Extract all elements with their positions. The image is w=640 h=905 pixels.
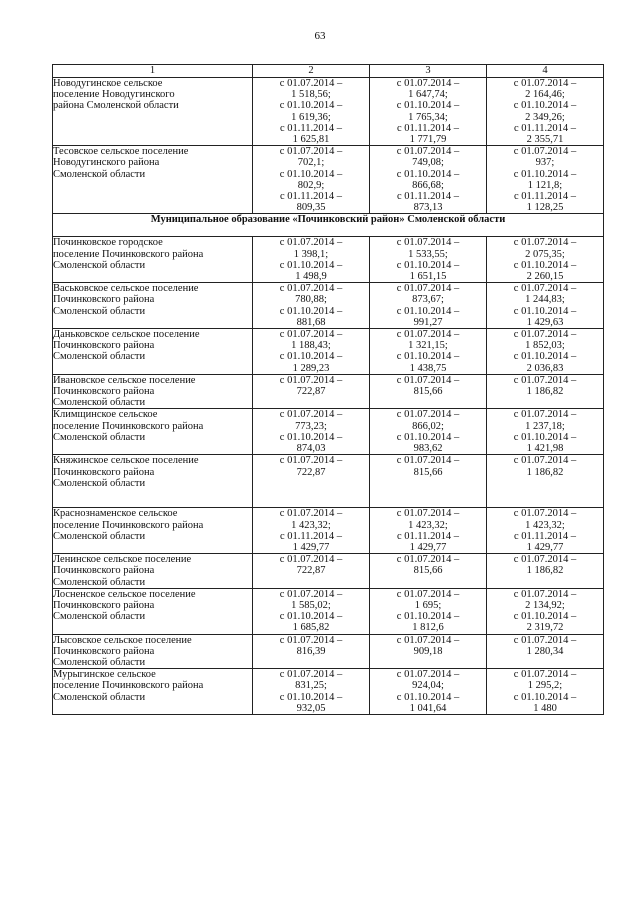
value-line: 1 423,32; [408, 519, 448, 531]
value-line: 722,87 [296, 565, 326, 577]
settlement-name-line: Починковского района [53, 386, 155, 398]
value-line: 749,08; [412, 157, 444, 169]
value-line: 2 036,83 [526, 362, 564, 374]
value-line: с 01.11.2014 – [513, 530, 577, 542]
settlement-name-cell [53, 283, 253, 329]
value-line: с 01.10.2014 – [513, 305, 577, 317]
value-line: 1 429,77 [526, 541, 564, 553]
settlement-name-line: Новодугинское сельское [53, 78, 163, 89]
value-line: с 01.07.2014 – [279, 554, 343, 566]
value-line: 1 429,63 [526, 316, 564, 328]
settlement-name-line: поселение Новодугинского [53, 89, 175, 101]
value-line: с 01.10.2014 – [513, 691, 577, 703]
column-header-2: 2 [253, 65, 370, 78]
value-cell-col-4 [487, 146, 604, 214]
value-line: с 01.07.2014 – [513, 508, 577, 520]
settlement-name-line: Починковского района [53, 294, 155, 306]
value-line: с 01.10.2014 – [513, 168, 577, 180]
table-row [53, 409, 604, 455]
settlement-name-cell [53, 409, 253, 455]
value-line: 991,27 [413, 316, 443, 328]
value-line: с 01.10.2014 – [396, 351, 460, 363]
value-line: с 01.07.2014 – [513, 554, 577, 566]
value-cell-col-4 [487, 374, 604, 409]
value-line: 2 134,92; [525, 599, 565, 611]
value-line: 1 041,64 [409, 702, 447, 714]
value-line: с 01.10.2014 – [396, 305, 460, 317]
settlement-name-line: Лосненское сельское поселение [53, 588, 196, 600]
table-row [53, 146, 604, 214]
value-cell-col-4 [487, 283, 604, 329]
value-line: 881,68 [296, 316, 326, 328]
value-cell-col-4 [487, 237, 604, 283]
value-line: с 01.10.2014 – [279, 100, 343, 112]
settlement-name-line: Починковского района [53, 565, 155, 577]
value-cell-col-4 [487, 634, 604, 669]
value-cell-col-3 [370, 146, 487, 214]
value-line: с 01.07.2014 – [279, 409, 343, 421]
value-line: с 01.11.2014 – [396, 530, 460, 542]
value-line: с 01.07.2014 – [513, 237, 577, 249]
settlement-name-cell [53, 329, 253, 375]
table-row [53, 78, 604, 146]
value-line: с 01.07.2014 – [279, 669, 343, 681]
value-line: 1 421,98 [526, 443, 564, 455]
settlement-name-cell [53, 554, 253, 589]
value-cell-col-2 [253, 237, 370, 283]
value-cell-col-2 [253, 588, 370, 634]
settlement-name-line: Васьковское сельское поселение [53, 283, 199, 295]
value-line: с 01.07.2014 – [396, 329, 460, 341]
value-cell-col-3 [370, 508, 487, 554]
value-cell-col-2 [253, 669, 370, 715]
value-line: с 01.07.2014 – [396, 669, 460, 681]
value-line: 1 423,32; [525, 519, 565, 531]
value-line: 802,9; [297, 179, 325, 191]
table-row [53, 283, 604, 329]
value-line: 2 260,15 [526, 271, 564, 283]
value-line: 983,62 [413, 443, 443, 455]
value-line: 1 295,2; [527, 680, 563, 692]
value-line: 866,68; [412, 179, 444, 191]
table-row [53, 374, 604, 409]
value-line: с 01.07.2014 – [279, 146, 343, 158]
value-line: 1 280,34 [526, 645, 564, 657]
table-row [53, 508, 604, 554]
table-row [53, 237, 604, 283]
value-line: с 01.07.2014 – [513, 329, 577, 341]
settlement-name-cell [53, 508, 253, 554]
value-cell-col-3 [370, 409, 487, 455]
settlement-name-line: Починковского района [53, 340, 155, 352]
value-line: с 01.10.2014 – [513, 351, 577, 363]
value-line: 1 685,82 [292, 622, 330, 634]
value-line: 702,1; [297, 157, 325, 169]
value-line: 1 812,6 [412, 622, 444, 634]
value-line: 1 625,81 [292, 134, 330, 146]
settlement-name-line: Починковское городское [53, 237, 163, 249]
value-line: 831,25; [295, 680, 327, 692]
value-line: 874,03 [296, 443, 326, 455]
settlement-name-cell [53, 634, 253, 669]
value-line: с 01.07.2014 – [396, 554, 460, 566]
value-cell-col-3 [370, 78, 487, 146]
value-line: с 01.07.2014 – [396, 455, 460, 467]
settlement-name-cell [53, 669, 253, 715]
value-line: с 01.10.2014 – [279, 611, 343, 623]
value-line: 873,67; [412, 294, 444, 306]
value-cell-col-2 [253, 455, 370, 508]
value-cell-col-4 [487, 669, 604, 715]
settlement-name-line: Тесовское сельское поселение [53, 146, 189, 158]
value-line: с 01.07.2014 – [396, 508, 460, 520]
value-line: 1 121,8; [527, 179, 563, 191]
value-line: с 01.10.2014 – [513, 431, 577, 443]
page-number: 63 [314, 30, 326, 42]
value-line: с 01.10.2014 – [396, 691, 460, 703]
value-cell-col-3 [370, 329, 487, 375]
settlement-name-line: Смоленской области [53, 168, 146, 180]
table-row [53, 634, 604, 669]
value-line: с 01.07.2014 – [513, 634, 577, 646]
value-line: 937; [535, 157, 555, 169]
value-line: с 01.11.2014 – [279, 191, 343, 203]
table-row [53, 455, 604, 508]
value-line: 924,04; [412, 680, 444, 692]
value-line: с 01.07.2014 – [513, 669, 577, 681]
value-line: с 01.07.2014 – [279, 283, 343, 295]
value-line: с 01.07.2014 – [396, 374, 460, 386]
value-line: с 01.10.2014 – [396, 259, 460, 271]
settlement-name-cell [53, 146, 253, 214]
value-line: 722,87 [296, 466, 326, 478]
value-cell-col-3 [370, 237, 487, 283]
value-cell-col-2 [253, 329, 370, 375]
settlement-name-line: Смоленской области [53, 611, 146, 623]
settlement-name-cell [53, 237, 253, 283]
settlement-name-line: поселение Починковского района [53, 519, 204, 531]
tariff-table [52, 64, 604, 715]
settlement-name-line: Краснознаменское сельское [53, 508, 178, 520]
value-cell-col-3 [370, 374, 487, 409]
settlement-name-line: поселение Починковского района [53, 248, 204, 260]
value-line: 1 585,02; [291, 599, 331, 611]
value-line: с 01.10.2014 – [396, 611, 460, 623]
settlement-name-line: Смоленской области [53, 397, 146, 409]
value-line: с 01.07.2014 – [279, 588, 343, 600]
value-line: 909,18 [413, 645, 443, 657]
value-line: с 01.07.2014 – [396, 283, 460, 295]
value-line: 2 319,72 [526, 622, 564, 634]
value-line: 815,66 [413, 466, 443, 478]
settlement-name-line: района Смоленской области [53, 100, 179, 112]
value-line: 1 128,25 [526, 202, 564, 214]
value-line: 1 289,23 [292, 362, 330, 374]
settlement-name-cell [53, 374, 253, 409]
value-cell-col-4 [487, 588, 604, 634]
settlement-name-line: Мурыгинское сельское [53, 669, 156, 681]
value-line: с 01.07.2014 – [396, 146, 460, 158]
value-line: с 01.10.2014 – [513, 611, 577, 623]
settlement-name-line: Климщинское сельское [53, 409, 158, 421]
value-line: 2 349,26; [525, 111, 565, 123]
value-line: 1 186,82 [526, 386, 564, 398]
value-line: с 01.07.2014 – [279, 329, 343, 341]
value-line: с 01.07.2014 – [513, 588, 577, 600]
value-line: с 01.11.2014 – [396, 122, 460, 134]
table-body [53, 78, 604, 715]
value-line: с 01.07.2014 – [279, 455, 343, 467]
value-cell-col-2 [253, 554, 370, 589]
value-line: 1 619,36; [291, 111, 331, 123]
value-line: 932,05 [296, 702, 326, 714]
settlement-name-line: Новодугинского района [53, 157, 160, 169]
value-line: с 01.07.2014 – [513, 409, 577, 421]
value-line: с 01.10.2014 – [279, 305, 343, 317]
value-line: 1 771,79 [409, 134, 447, 146]
value-line: с 01.10.2014 – [513, 100, 577, 112]
value-line: 1 518,56; [291, 89, 331, 101]
column-header-1: 1 [53, 65, 253, 78]
value-line: с 01.10.2014 – [396, 100, 460, 112]
value-line: с 01.10.2014 – [279, 431, 343, 443]
value-line: с 01.07.2014 – [396, 588, 460, 600]
settlement-name-line: Княжинское сельское поселение [53, 455, 199, 467]
value-line: с 01.10.2014 – [396, 431, 460, 443]
value-line: с 01.07.2014 – [279, 237, 343, 249]
value-cell-col-4 [487, 554, 604, 589]
value-line: с 01.07.2014 – [396, 634, 460, 646]
value-cell-col-4 [487, 455, 604, 508]
value-cell-col-3 [370, 588, 487, 634]
value-line: 1 186,82 [526, 565, 564, 577]
value-cell-col-4 [487, 409, 604, 455]
settlement-name-cell [53, 78, 253, 146]
value-line: с 01.10.2014 – [396, 168, 460, 180]
value-line: с 01.07.2014 – [279, 374, 343, 386]
settlement-name-line: Смоленской области [53, 259, 146, 271]
value-cell-col-3 [370, 554, 487, 589]
table-header [53, 65, 604, 78]
settlement-name-cell [53, 455, 253, 508]
value-cell-col-2 [253, 146, 370, 214]
value-line: с 01.11.2014 – [396, 191, 460, 203]
value-line: 722,87 [296, 386, 326, 398]
settlement-name-line: Смоленской области [53, 576, 146, 588]
value-line: 815,66 [413, 386, 443, 398]
settlement-name-line: Даньковское сельское поселение [53, 329, 200, 341]
value-line: 1 188,43; [291, 340, 331, 352]
value-line: 1 244,83; [525, 294, 565, 306]
value-line: 1 438,75 [409, 362, 447, 374]
value-cell-col-2 [253, 409, 370, 455]
value-line: с 01.10.2014 – [279, 691, 343, 703]
value-line: с 01.07.2014 – [513, 374, 577, 386]
value-line: 2 164,46; [525, 89, 565, 101]
value-line: 1 429,77 [409, 541, 447, 553]
settlement-name-line: Смоленской области [53, 530, 146, 542]
value-line: 1 429,77 [292, 541, 330, 553]
settlement-name-line: поселение Починковского района [53, 420, 204, 432]
value-line: с 01.10.2014 – [279, 168, 343, 180]
value-line: с 01.11.2014 – [513, 122, 577, 134]
value-line: 1 480 [533, 702, 557, 714]
value-cell-col-2 [253, 508, 370, 554]
value-cell-col-3 [370, 455, 487, 508]
settlement-name-line: Починковского района [53, 599, 155, 611]
value-line: 816,39 [296, 645, 326, 657]
value-line: 815,66 [413, 565, 443, 577]
section-title: Муниципальное образование «Починковский район» Смоленской области [53, 214, 604, 237]
settlement-name-line: Смоленской области [53, 351, 146, 363]
value-line: с 01.07.2014 – [396, 78, 460, 89]
value-line: 780,88; [295, 294, 327, 306]
value-line: 1 498,9 [295, 271, 327, 283]
column-header-4: 4 [487, 65, 604, 78]
table-row [53, 669, 604, 715]
value-line: с 01.07.2014 – [513, 455, 577, 467]
value-line: с 01.07.2014 – [279, 78, 343, 89]
table-row [53, 329, 604, 375]
value-cell-col-2 [253, 283, 370, 329]
value-line: с 01.10.2014 – [279, 259, 343, 271]
value-line: 809,35 [296, 202, 326, 214]
settlement-name-line: Смоленской области [53, 431, 146, 443]
value-cell-col-3 [370, 669, 487, 715]
value-line: 2 355,71 [526, 134, 564, 146]
settlement-name-line: Ленинское сельское поселение [53, 554, 192, 566]
value-cell-col-2 [253, 374, 370, 409]
value-line: 1 765,34; [408, 111, 448, 123]
column-header-3: 3 [370, 65, 487, 78]
value-cell-col-4 [487, 78, 604, 146]
settlement-name-line: поселение Починковского района [53, 680, 204, 692]
value-line: 873,13 [413, 202, 443, 214]
value-line: 1 398,1; [293, 248, 329, 260]
section-row [53, 214, 604, 237]
value-line: с 01.10.2014 – [279, 351, 343, 363]
value-cell-col-2 [253, 634, 370, 669]
value-line: 1 651,15 [409, 271, 447, 283]
value-line: с 01.11.2014 – [513, 191, 577, 203]
value-line: с 01.07.2014 – [279, 634, 343, 646]
value-cell-col-4 [487, 508, 604, 554]
value-cell-col-2 [253, 78, 370, 146]
table-row [53, 554, 604, 589]
value-line: 1 852,03; [525, 340, 565, 352]
settlement-name-line: Ивановское сельское поселение [53, 374, 196, 386]
value-line: с 01.07.2014 – [279, 508, 343, 520]
settlement-name-line: Починковского района [53, 466, 155, 478]
value-line: с 01.07.2014 – [513, 283, 577, 295]
settlement-name-line: Смоленской области [53, 656, 146, 668]
value-line: 1 533,55; [408, 248, 448, 260]
value-cell-col-4 [487, 329, 604, 375]
value-line: 1 423,32; [291, 519, 331, 531]
value-line: 1 237,18; [525, 420, 565, 432]
value-line: 1 695; [414, 599, 442, 611]
settlement-name-line: Смоленской области [53, 305, 146, 317]
value-line: с 01.07.2014 – [513, 78, 577, 89]
settlement-name-line: Починковского района [53, 645, 155, 657]
value-cell-col-3 [370, 283, 487, 329]
table-row [53, 588, 604, 634]
value-line: с 01.07.2014 – [513, 146, 577, 158]
value-line: с 01.07.2014 – [396, 237, 460, 249]
value-line: с 01.10.2014 – [513, 259, 577, 271]
value-line: с 01.07.2014 – [396, 409, 460, 421]
value-line: 2 075,35; [525, 248, 565, 260]
settlement-name-line: Лысовское сельское поселение [53, 634, 192, 646]
value-line: 773,23; [295, 420, 327, 432]
value-line: 1 321,15; [408, 340, 448, 352]
settlement-name-line: Смоленской области [53, 477, 146, 489]
value-line: с 01.11.2014 – [279, 122, 343, 134]
value-line: 866,02; [412, 420, 444, 432]
value-line: с 01.11.2014 – [279, 530, 343, 542]
settlement-name-line: Смоленской области [53, 691, 146, 703]
value-line: 1 186,82 [526, 466, 564, 478]
value-cell-col-3 [370, 634, 487, 669]
value-line: 1 647,74; [408, 89, 448, 101]
settlement-name-cell [53, 588, 253, 634]
